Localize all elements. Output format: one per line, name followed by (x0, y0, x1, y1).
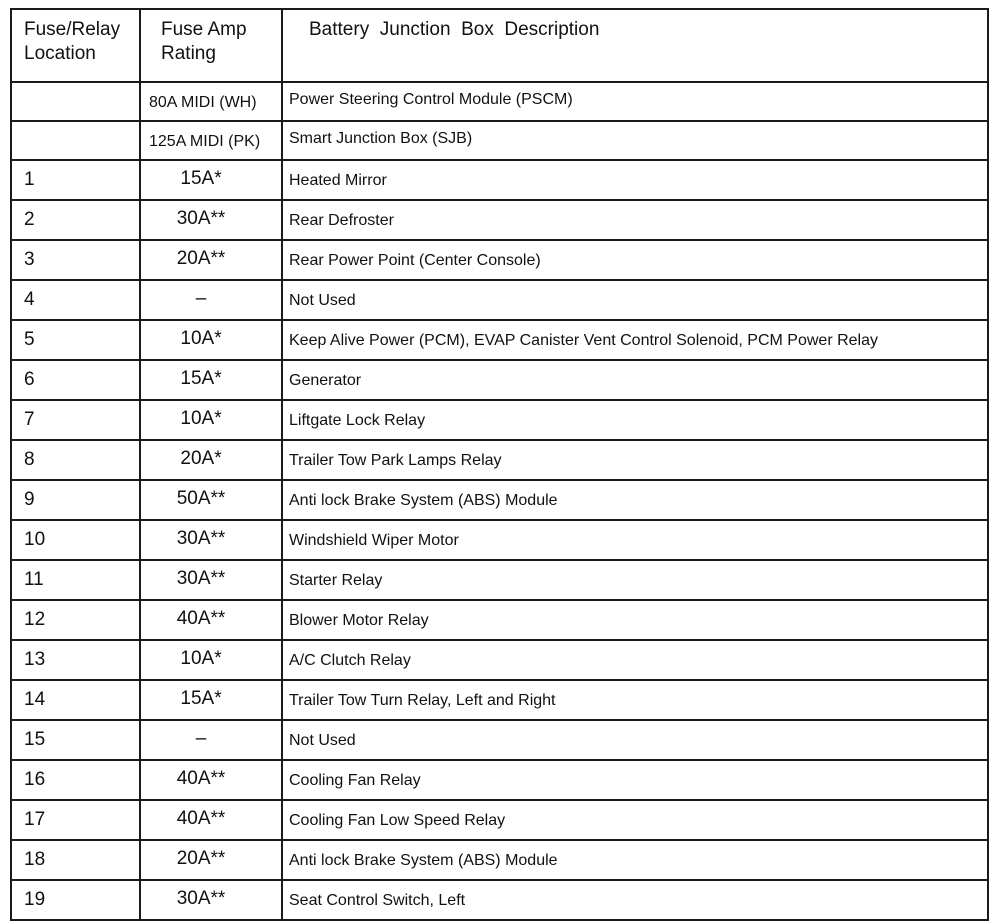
table-row (11, 600, 988, 640)
location-cell: 8 (11, 440, 140, 480)
description-cell: Blower Motor Relay (282, 600, 988, 640)
table-row (11, 280, 988, 320)
amp-rating-cell: 30A** (140, 880, 282, 920)
description-cell: Windshield Wiper Motor (282, 520, 988, 560)
location-cell (11, 121, 140, 160)
description-cell: Cooling Fan Relay (282, 760, 988, 800)
table-row (11, 720, 988, 760)
amp-rating-cell: 30A** (140, 200, 282, 240)
description-cell: Rear Defroster (282, 200, 988, 240)
table-row (11, 520, 988, 560)
location-cell: 7 (11, 400, 140, 440)
amp-rating-cell: 15A* (140, 160, 282, 200)
header-location-line: Fuse/Relay (24, 19, 121, 40)
description-cell: Generator (282, 360, 988, 400)
description-cell: Liftgate Lock Relay (282, 400, 988, 440)
description-cell: Not Used (282, 280, 988, 320)
location-cell: 3 (11, 240, 140, 280)
description-cell: Anti lock Brake System (ABS) Module (282, 840, 988, 880)
header-location-line: Location (24, 43, 96, 64)
description-cell: Smart Junction Box (SJB) (282, 121, 988, 160)
amp-rating-cell: – (140, 720, 282, 760)
table-row (11, 82, 988, 121)
location-cell: 6 (11, 360, 140, 400)
location-cell: 9 (11, 480, 140, 520)
amp-rating-cell: 10A* (140, 640, 282, 680)
amp-rating-cell: – (140, 280, 282, 320)
location-cell: 12 (11, 600, 140, 640)
amp-rating-cell: 15A* (140, 680, 282, 720)
location-cell: 11 (11, 560, 140, 600)
table-body (11, 82, 988, 920)
table-row (11, 360, 988, 400)
table-row (11, 840, 988, 880)
description-cell: Trailer Tow Turn Relay, Left and Right (282, 680, 988, 720)
location-cell: 2 (11, 200, 140, 240)
table-row (11, 121, 988, 160)
table-row (11, 680, 988, 720)
table-row (11, 880, 988, 920)
location-cell: 16 (11, 760, 140, 800)
table-row (11, 560, 988, 600)
table-row (11, 480, 988, 520)
amp-rating-cell: 80A MIDI (WH) (140, 82, 282, 121)
header-amp-line: Rating (161, 43, 216, 64)
description-cell: Keep Alive Power (PCM), EVAP Canister Vent Control Solenoid, PCM Power Relay (282, 320, 988, 360)
amp-rating-cell: 10A* (140, 400, 282, 440)
location-cell: 14 (11, 680, 140, 720)
amp-rating-cell: 30A** (140, 560, 282, 600)
amp-rating-cell: 30A** (140, 520, 282, 560)
fuse-table (10, 8, 989, 921)
header-amp-rating (140, 9, 282, 82)
description-cell: Heated Mirror (282, 160, 988, 200)
table-row (11, 200, 988, 240)
description-cell: Not Used (282, 720, 988, 760)
location-cell: 17 (11, 800, 140, 840)
header-location (11, 9, 140, 82)
location-cell: 15 (11, 720, 140, 760)
description-cell: Rear Power Point (Center Console) (282, 240, 988, 280)
location-cell: 19 (11, 880, 140, 920)
table-row (11, 760, 988, 800)
location-cell (11, 82, 140, 121)
amp-rating-cell: 20A** (140, 240, 282, 280)
amp-rating-cell: 20A* (140, 440, 282, 480)
amp-rating-cell: 20A** (140, 840, 282, 880)
location-cell: 4 (11, 280, 140, 320)
description-cell: Starter Relay (282, 560, 988, 600)
description-cell: A/C Clutch Relay (282, 640, 988, 680)
table-row (11, 440, 988, 480)
location-cell: 1 (11, 160, 140, 200)
table-row (11, 800, 988, 840)
table-row (11, 240, 988, 280)
description-cell: Seat Control Switch, Left (282, 880, 988, 920)
description-cell: Cooling Fan Low Speed Relay (282, 800, 988, 840)
amp-rating-cell: 40A** (140, 800, 282, 840)
amp-rating-cell: 15A* (140, 360, 282, 400)
location-cell: 10 (11, 520, 140, 560)
table-row (11, 320, 988, 360)
location-cell: 5 (11, 320, 140, 360)
location-cell: 18 (11, 840, 140, 880)
amp-rating-cell: 50A** (140, 480, 282, 520)
description-cell: Power Steering Control Module (PSCM) (282, 82, 988, 121)
amp-rating-cell: 40A** (140, 600, 282, 640)
amp-rating-cell: 125A MIDI (PK) (140, 121, 282, 160)
table-row (11, 640, 988, 680)
amp-rating-cell: 40A** (140, 760, 282, 800)
header-amp-line: Fuse Amp (161, 19, 247, 40)
description-cell: Anti lock Brake System (ABS) Module (282, 480, 988, 520)
table-header-row (11, 9, 988, 82)
table-row (11, 400, 988, 440)
amp-rating-cell: 10A* (140, 320, 282, 360)
table-row (11, 160, 988, 200)
location-cell: 13 (11, 640, 140, 680)
header-description: Battery Junction Box Description (282, 9, 988, 82)
description-cell: Trailer Tow Park Lamps Relay (282, 440, 988, 480)
